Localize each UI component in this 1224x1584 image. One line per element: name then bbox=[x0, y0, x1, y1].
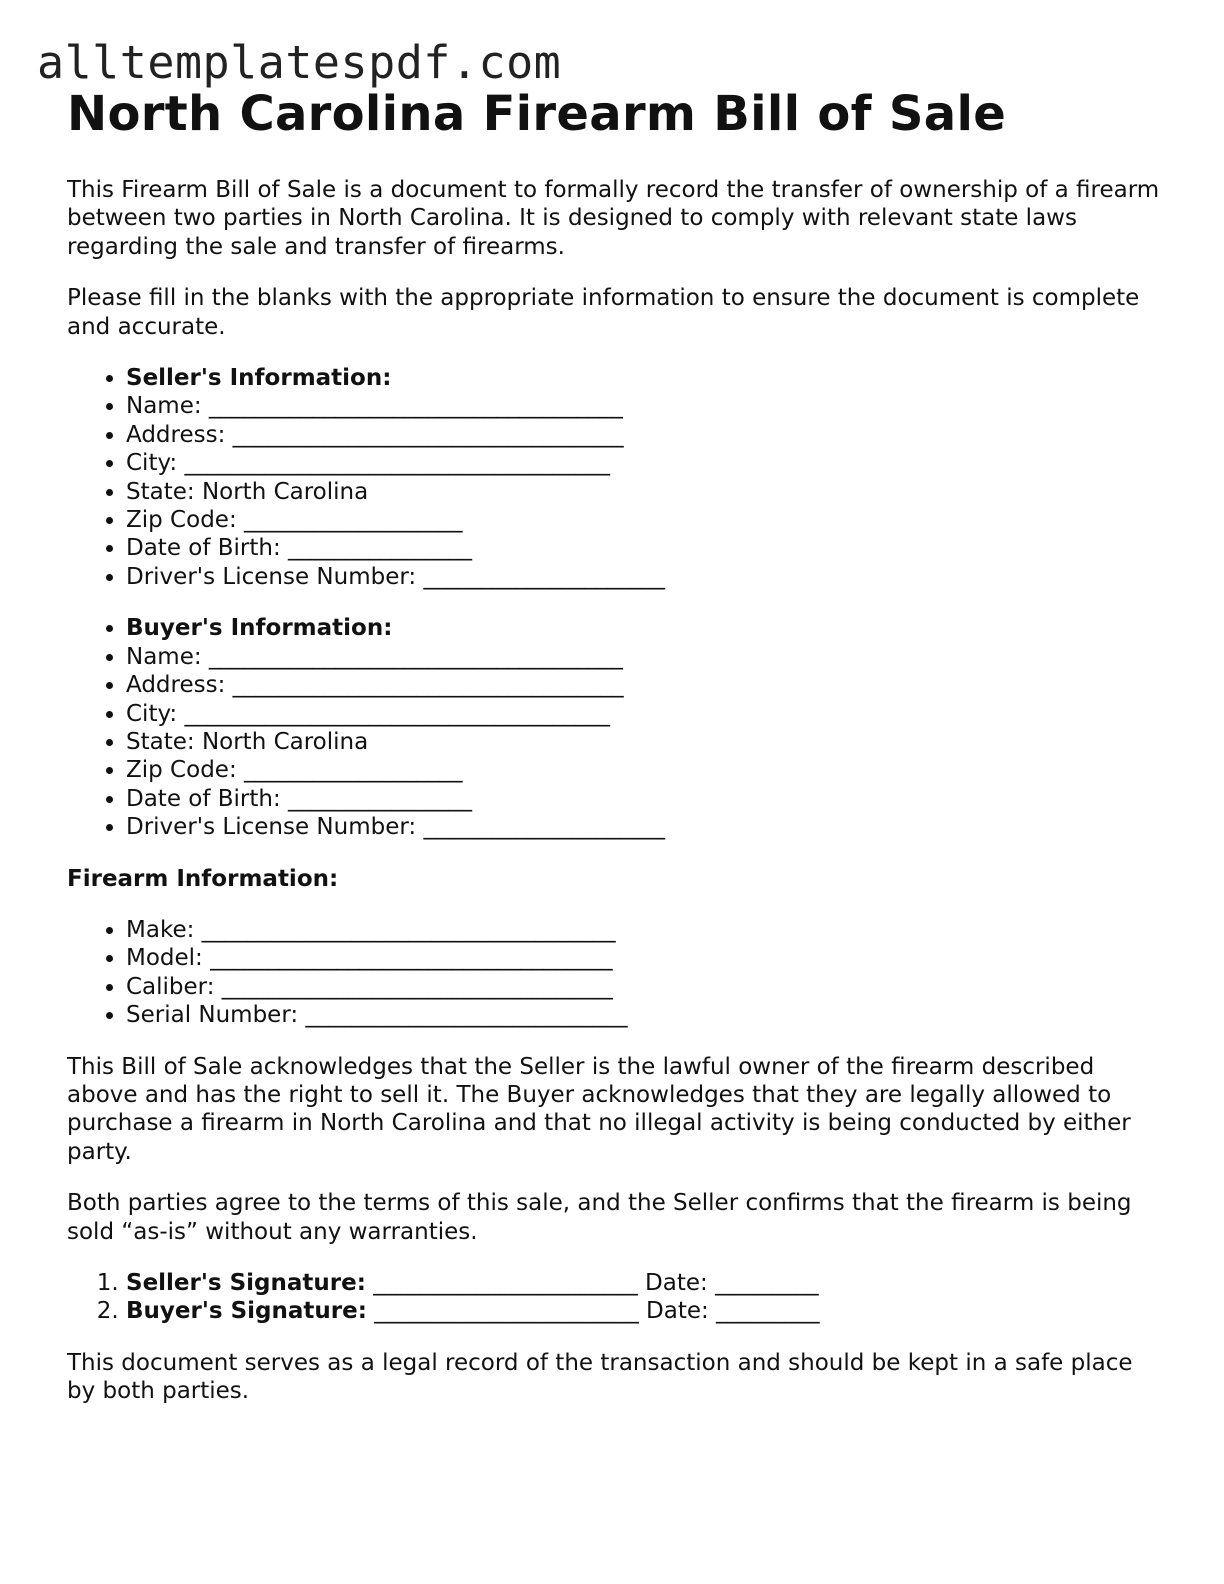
buyer-name-field: • Name: ____________________________________ bbox=[126, 643, 1167, 671]
seller-name-field: • Name: ____________________________________ bbox=[126, 392, 1167, 420]
seller-signature-line bbox=[126, 1269, 1167, 1297]
firearm-make-field: • Make: ____________________________________ bbox=[126, 916, 1167, 944]
seller-license-field: • Driver's License Number: _____________________ bbox=[126, 563, 1167, 591]
watermark: alltemplatespdf.com bbox=[37, 36, 562, 89]
seller-zip-field: • Zip Code: ___________________ bbox=[126, 506, 1167, 534]
document-body bbox=[67, 86, 1167, 1406]
buyer-signature-line bbox=[126, 1297, 1167, 1325]
buyer-info-list bbox=[67, 614, 1167, 841]
closing-paragraph: This document serves as a legal record of the transaction and should be kept in a safe place by both parties. bbox=[67, 1349, 1133, 1405]
seller-state-field: • State: North Carolina bbox=[126, 478, 1167, 506]
buyer-signature-label: Buyer's Signature: bbox=[126, 1298, 367, 1325]
seller-signature-blank: _______________________ Date: _________ bbox=[365, 1270, 819, 1296]
seller-signature-label: Seller's Signature: bbox=[126, 1270, 366, 1296]
firearm-model-field: • Model: ___________________________________ bbox=[126, 944, 1167, 972]
buyer-license-field: • Driver's License Number: _____________________ bbox=[126, 813, 1167, 841]
agreement-paragraph: Both parties agree to the terms of this sale, and the Seller confirms that the firearm is being sold “as-is” without any warranties. bbox=[67, 1190, 1132, 1245]
seller-city-field: • City: _____________________________________ bbox=[126, 449, 1167, 477]
seller-info-list bbox=[67, 364, 1167, 591]
intro-paragraph: This Firearm Bill of Sale is a document to formally record the transfer of ownership of a firearm between two parties in North Carolina. It is designed to comply with relevant state laws regarding the sale and transfer of firearms. bbox=[67, 177, 1160, 260]
buyer-info-heading: • Buyer's Information: bbox=[126, 614, 1167, 642]
buyer-state-field: • State: North Carolina bbox=[126, 728, 1167, 756]
buyer-address-field: • Address: __________________________________ bbox=[126, 671, 1167, 699]
instructions-paragraph: Please fill in the blanks with the appropriate information to ensure the document is complete and accurate. bbox=[67, 285, 1140, 340]
firearm-caliber-field: • Caliber: __________________________________ bbox=[126, 973, 1167, 1001]
seller-address-field: • Address: __________________________________ bbox=[126, 421, 1167, 449]
seller-dob-field: • Date of Birth: ________________ bbox=[126, 534, 1167, 562]
firearm-info-heading: Firearm Information: bbox=[67, 865, 339, 892]
buyer-city-field: • City: _____________________________________ bbox=[126, 700, 1167, 728]
buyer-signature-blank: _______________________ Date: _________ bbox=[366, 1298, 820, 1325]
firearm-info-list bbox=[67, 916, 1167, 1030]
buyer-dob-field: • Date of Birth: ________________ bbox=[126, 785, 1167, 813]
seller-info-heading: • Seller's Information: bbox=[126, 364, 1167, 392]
page-title: North Carolina Firearm Bill of Sale bbox=[67, 86, 1007, 142]
buyer-zip-field: • Zip Code: ___________________ bbox=[126, 756, 1167, 784]
signature-list bbox=[67, 1269, 1167, 1326]
acknowledgment-paragraph: This Bill of Sale acknowledges that the Seller is the lawful owner of the firearm described above and has the right to sell it. The Buyer acknowledges that they are legally allowed to purchase a firearm in North Carolina and that no illegal activity is being conducted by either party. bbox=[67, 1053, 1131, 1165]
firearm-serial-field: • Serial Number: ____________________________ bbox=[126, 1001, 1167, 1029]
